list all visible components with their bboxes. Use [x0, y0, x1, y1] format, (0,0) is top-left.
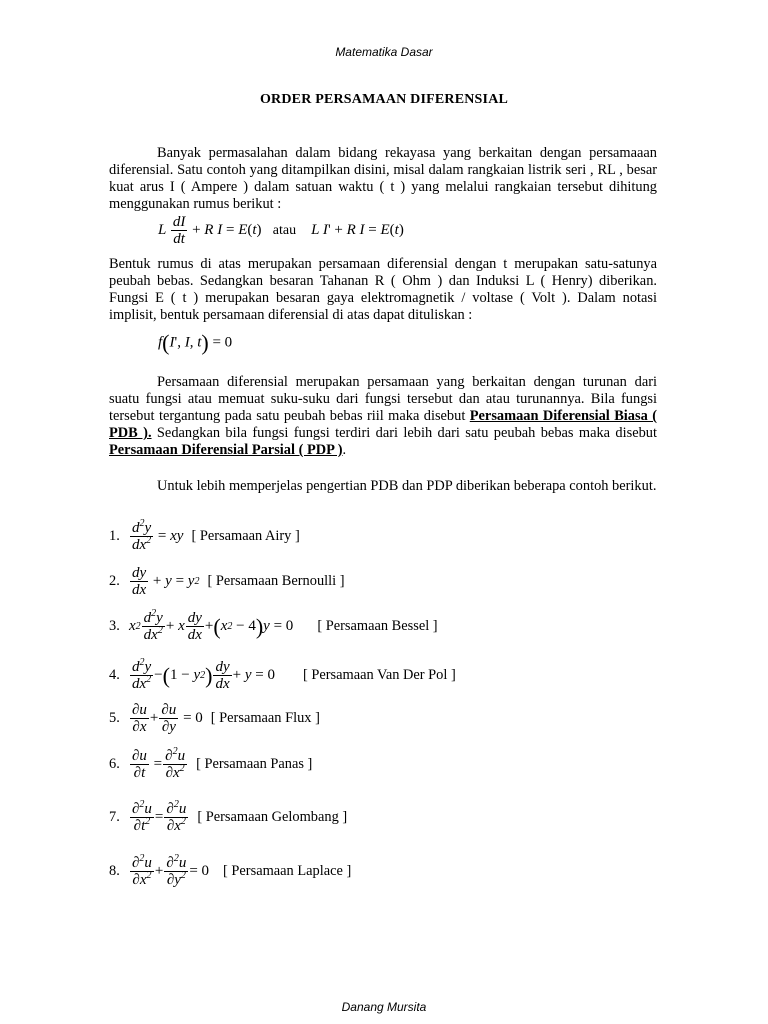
- list-item: [109, 565, 345, 598]
- paragraph-intro: [109, 145, 657, 213]
- list-item: [109, 702, 320, 735]
- list-number: 3.: [109, 618, 120, 634]
- running-footer: Danang Mursita: [341, 1000, 427, 1014]
- equation-implicit: f(I', I, t) = 0: [158, 330, 233, 355]
- list-item: [109, 610, 438, 643]
- equation-name: [ Persamaan Van Der Pol ]: [302, 667, 456, 683]
- list-item: [109, 801, 347, 834]
- paragraph-examples-intro: [109, 478, 657, 495]
- list-number: 2.: [109, 573, 120, 589]
- equation-name: [ Persamaan Panas ]: [196, 756, 313, 772]
- equation-name: [ Persamaan Gelombang ]: [197, 809, 348, 825]
- list-number: 8.: [109, 863, 120, 879]
- definition-text-2: Sedangkan bila fungsi fungsi terdiri dari lebih dari satu peubah bebas maka disebut: [156, 425, 657, 441]
- section-title: ORDER PERSAMAAN DIFERENSIAL: [259, 92, 509, 107]
- paragraph-intro-text: Banyak permasalahan dalam bidang rekayasa yang berkaitan dengan persamaaan diferensial. Satu contoh yang ditampilkan disini, misal dalam rangkaian listrik seri , RL , besar kuat arus I ( Ampere ) dalam satuan waktu ( t ) yang melalui rangkaian tersebut dihitung menggunakan rumus berikut :: [109, 145, 657, 212]
- equation-bessel: x 2 $\frac{d^2y}{dx^2}$ + x $\frac{dy}{dx}$ + ( x 2 − 4 ) y = 0: [129, 608, 294, 643]
- paragraph-examples-intro-text: Untuk lebih memperjelas pengertian PDB dan PDP diberikan beberapa contoh berikut.: [157, 478, 657, 494]
- equation-name: [ Persamaan Laplace ]: [223, 863, 352, 879]
- list-number: 5.: [109, 710, 120, 726]
- running-header: Matematika Dasar: [335, 45, 433, 59]
- equation-laplace: $\frac{\partial^2u}{\partial x^2}$ + $\frac{\partial^2u}{\partial y^2}$ = 0: [132, 853, 210, 888]
- paragraph-explanation: [109, 256, 657, 324]
- equation-flux: $\frac{\partial u}{\partial x}$ + $\frac{\partial u}{\partial y}$ = 0: [132, 702, 203, 735]
- list-number: 7.: [109, 809, 120, 825]
- list-item: [109, 748, 312, 781]
- paragraph-explanation-text: Bentuk rumus di atas merupakan persamaan diferensial dengan t merupakan satu-satunya peubah bebas. Sedangkan besaran Tahanan R ( Ohm ) dan Induksi L ( Henry) diberikan. Fungsi E ( t ) merupakan besaran gaya elektromagnetik / voltase ( Volt ). Dalam notasi implisit, bentuk persamaan diferensial di atas dapat dituliskan :: [109, 256, 657, 323]
- term-pdb: Persamaan Diferensial Biasa ( PDB ).: [109, 408, 657, 441]
- term-pdp: Persamaan Diferensial Parsial ( PDP ): [109, 442, 343, 458]
- list-item: [109, 659, 456, 692]
- equation-name: [ Persamaan Bernoulli ]: [207, 573, 345, 589]
- equation-name: [ Persamaan Bessel ]: [317, 618, 438, 634]
- list-item: [109, 855, 351, 888]
- list-number: 6.: [109, 756, 120, 772]
- list-item: [109, 520, 300, 553]
- equation-airy: $\frac{d^2y}{dx^2}$ = xy: [132, 518, 184, 553]
- equation-heat: $\frac{\partial u}{\partial t}$ = $\frac{\partial^2u}{\partial x^2}$: [132, 746, 186, 781]
- equation-name: [ Persamaan Airy ]: [191, 528, 300, 544]
- equation-wave: $\frac{\partial^2u}{\partial t^2}$ = $\frac{\partial^2u}{\partial x^2}$: [132, 799, 187, 834]
- paragraph-definition: [109, 374, 657, 459]
- definition-text-3: .: [342, 442, 347, 458]
- definition-text-1: Persamaan diferensial merupakan persamaan yang berkaitan dengan turunan dari suatu fungsi atau memuat suku-suku dari fungsi tersebut dan atau turunannya. Bila fungsi tersebut tergantung pada satu peubah bebas riil maka disebut: [109, 374, 657, 424]
- equation-connector: atau: [272, 222, 297, 238]
- equation-rl-circuit: L $\frac{dI}{dt}$ + R I = E(t) atau L I' + R I = E(t): [158, 214, 404, 247]
- list-number: 1.: [109, 528, 120, 544]
- list-number: 4.: [109, 667, 120, 683]
- equation-van-der-pol: $\frac{d^2y}{dx^2}$ − ( 1 − y 2 ) $\frac{dy}{dx}$ + y = 0: [132, 657, 275, 692]
- equation-name: [ Persamaan Flux ]: [210, 710, 320, 726]
- equation-bernoulli: $\frac{dy}{dx}$ + y = y 2: [132, 565, 200, 598]
